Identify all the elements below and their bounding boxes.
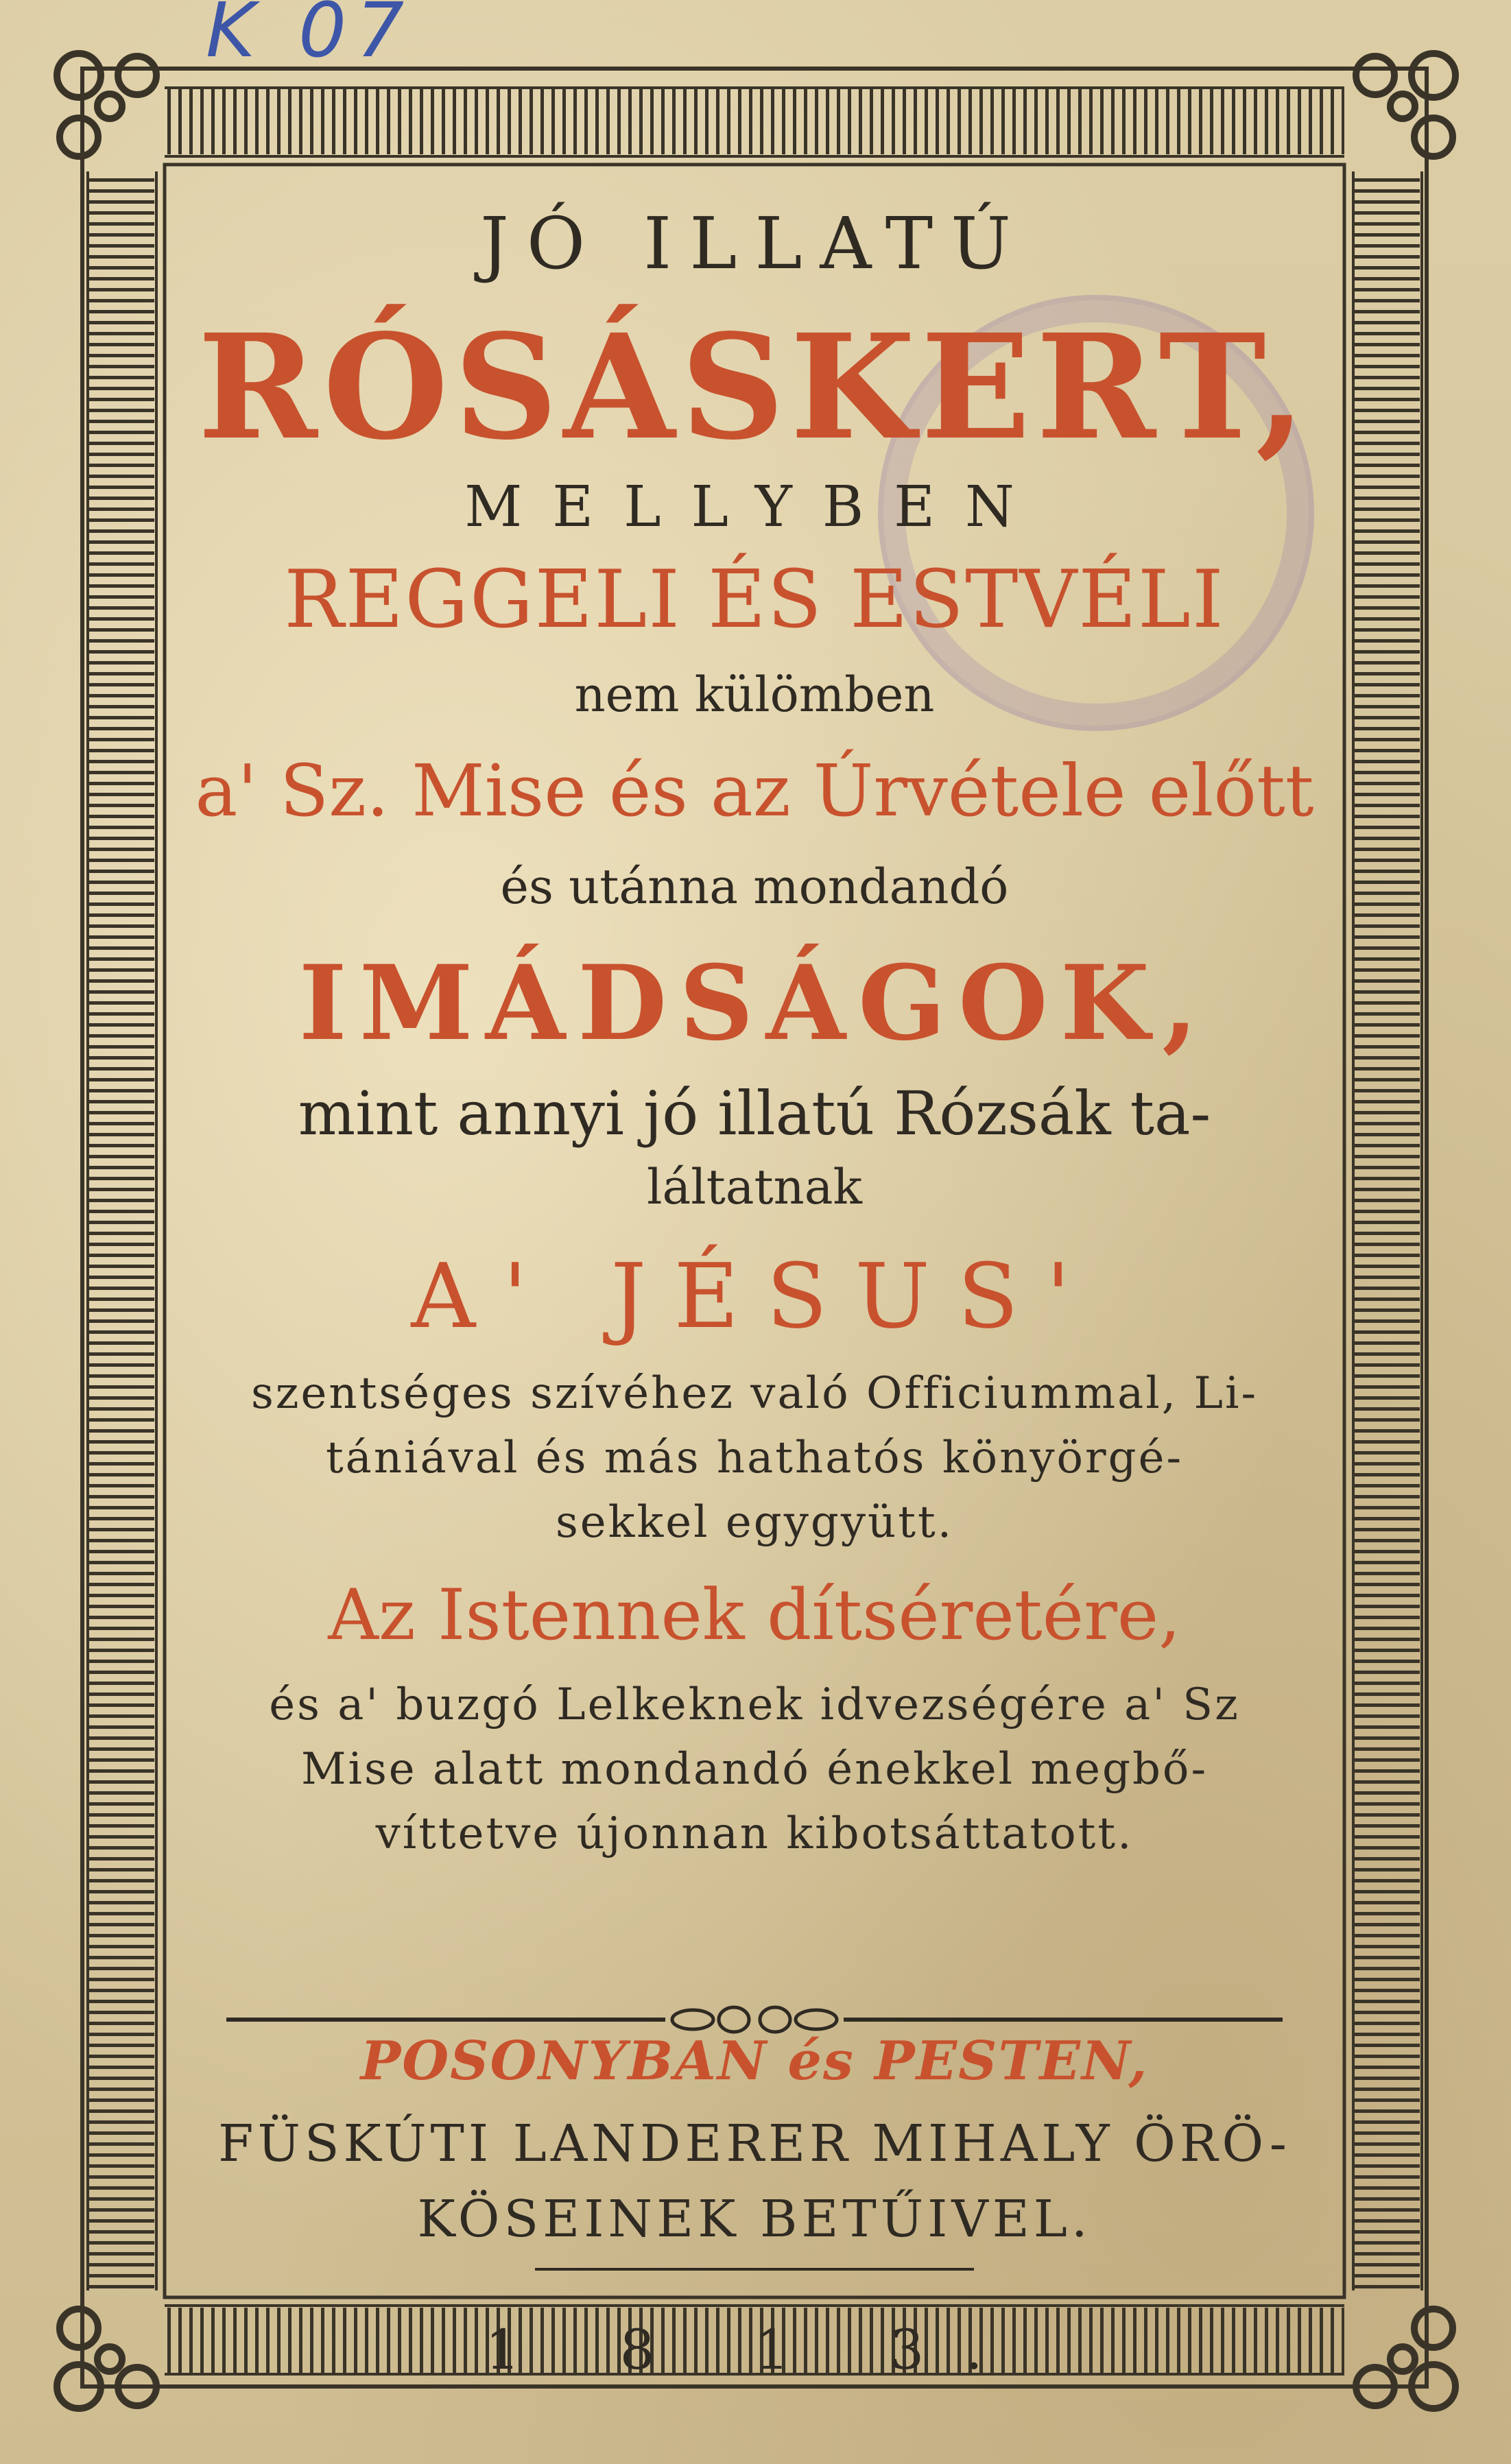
description-line-3: sekkel egygyütt. (555, 1497, 954, 1548)
shelfmark-annotation: K 07 (206, 0, 414, 74)
title-line-1: JÓ ILLATÚ (480, 202, 1029, 285)
publication-year: 1 8 1 3. (485, 2318, 1024, 2382)
title-line-5: nem külömben (574, 667, 935, 723)
title-line-3: MELLYBEN (464, 475, 1045, 540)
imprint-printer-line-2: KÖSEINEK BETŰIVEL. (417, 2190, 1092, 2249)
purpose-line-3: víttetve újonnan kibotsáttatott. (375, 1808, 1134, 1859)
title-line-11: A' JÉSUS' (411, 1244, 1098, 1348)
purpose-line-1: és a' buzgó Lelkeknek idvezségére a' Sz (269, 1679, 1240, 1730)
title-line-4: REGGELI ÉS ESTVÉLI (284, 553, 1225, 646)
title-line-9: mint annyi jó illatú Rózsák ta- (298, 1078, 1211, 1149)
main-title: RÓSÁSKERT, (198, 302, 1311, 472)
imprint-printer-line-1: FÜSKÚTI LANDERER MIHALY ÖRÖ- (218, 2114, 1291, 2173)
ornamental-divider (226, 1999, 1283, 2040)
short-rule (535, 2266, 974, 2272)
imprint-place: POSONYBAN és PESTEN, (360, 2030, 1149, 2092)
title-line-6: a' Sz. Mise és az Úrvétele előtt (195, 749, 1314, 833)
title-text-block (171, 185, 1337, 2391)
dedication-line: Az Istennek dítséretére, (328, 1575, 1181, 1656)
description-line-1: szentséges szívéhez való Officiummal, Li- (250, 1368, 1259, 1419)
title-line-8: IMÁDSÁGOK, (298, 943, 1211, 1064)
title-line-10: láltatnak (647, 1159, 862, 1215)
purpose-line-2: Mise alatt mondandó énekkel megbő- (300, 1744, 1209, 1795)
description-line-2: tániával és más hathatós könyörgé- (325, 1433, 1184, 1483)
title-line-7: és utánna mondandó (500, 859, 1009, 915)
